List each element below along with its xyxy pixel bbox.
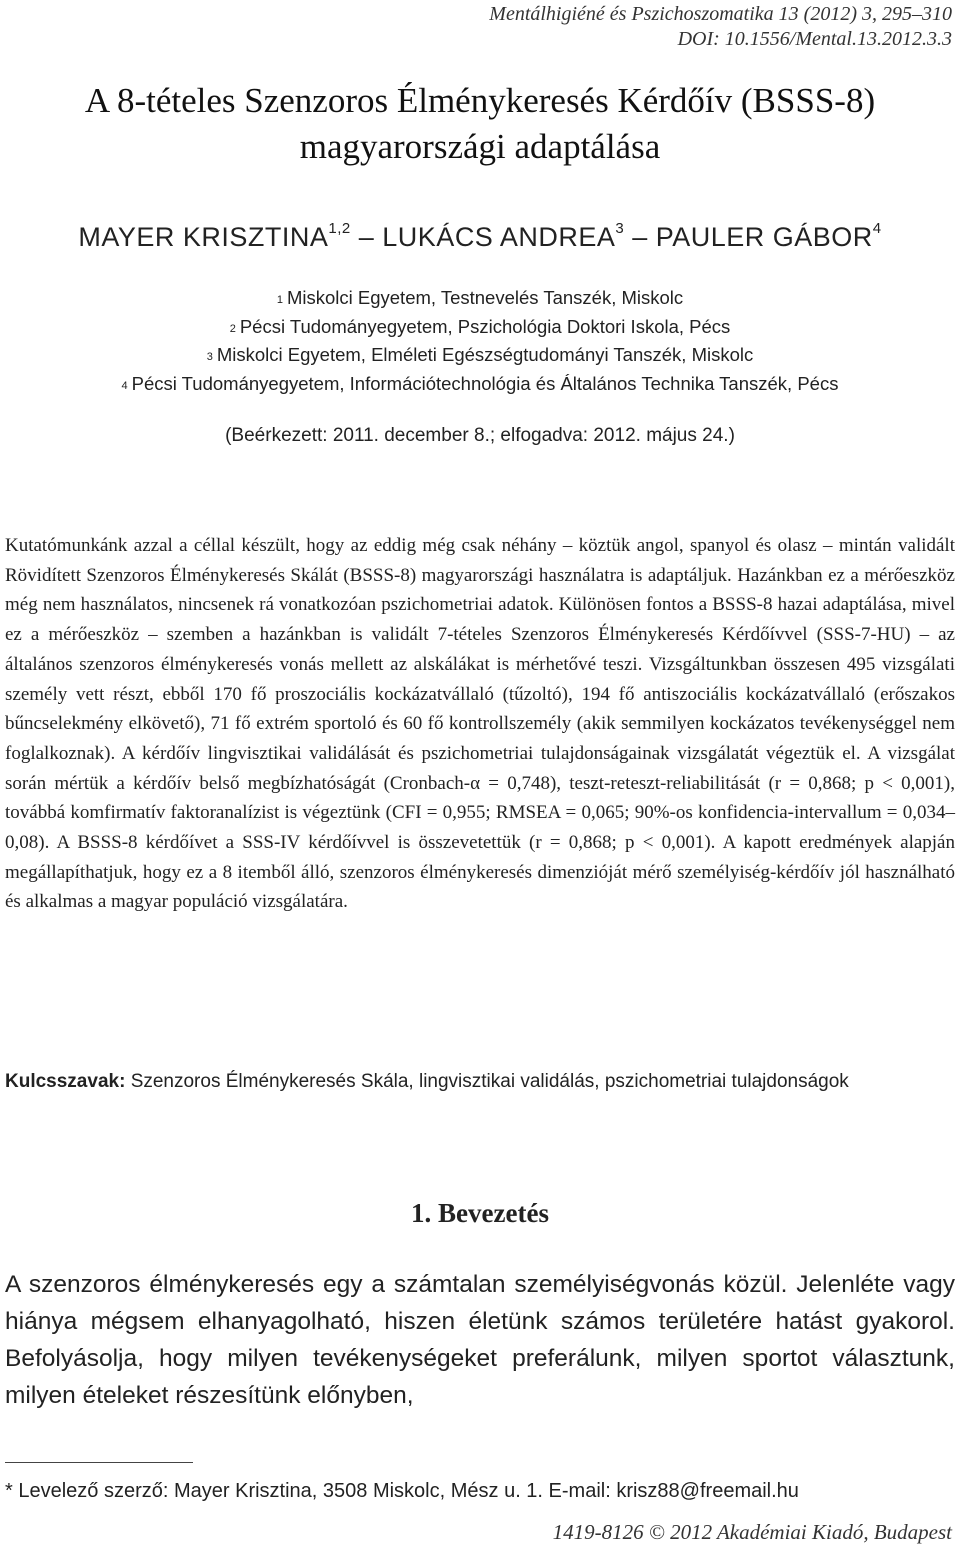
affiliation-text: Pécsi Tudományegyetem, Pszichológia Doktori Iskola, Pécs: [239, 315, 731, 337]
affiliation-text: Pécsi Tudományegyetem, Információtechnológia és Általános Technika Tanszék, Pécs: [131, 372, 839, 394]
keywords-text: Szenzoros Élménykeresés Skála, lingvisztikai validálás, pszichometriai tulajdonságok: [130, 1071, 849, 1092]
affiliation-number: 1: [276, 294, 283, 306]
keywords-label: Kulcsszavak:: [5, 1071, 126, 1092]
author-name: PAULER GÁBOR: [655, 222, 873, 252]
affiliation-number: 4: [121, 379, 128, 392]
keywords: [5, 1067, 955, 1096]
paper-title-line-2: magyarországi adaptálása: [299, 127, 661, 166]
affiliation-item: [0, 370, 960, 399]
author-affiliation-marker: 1,2: [328, 220, 351, 237]
affiliation-number: 2: [229, 322, 236, 335]
paper-title-line-1: A 8-tételes Szenzoros Élménykeresés Kérdőív (BSSS-8): [84, 81, 876, 120]
affiliation-text: Miskolci Egyetem, Testnevelés Tanszék, Miskolc: [286, 287, 684, 308]
footnote: * Levelező szerző: Mayer Krisztina, 3508 Miskolc, Mész u. 1. E-mail: krisz88@freemail.hu: [5, 1480, 799, 1502]
affiliation-item: [0, 341, 960, 370]
author-name: LUKÁCS ANDREA: [382, 222, 616, 252]
author-separator: –: [624, 222, 656, 252]
journal-doi: DOI: 10.1556/Mental.13.2012.3.3: [677, 28, 952, 50]
author-affiliation-marker: 4: [872, 220, 882, 237]
affiliation-list: [0, 284, 960, 398]
affiliation-number: 3: [206, 351, 213, 363]
journal-header: [489, 2, 952, 52]
author-affiliation-marker: 3: [615, 220, 625, 237]
author-list: [0, 222, 960, 253]
issn-copyright: 1419-8126 © 2012 Akadémiai Kiadó, Budapest: [552, 1520, 952, 1544]
footnote-divider: [5, 1462, 193, 1463]
affiliation-item: [0, 313, 960, 342]
affiliation-item: [0, 284, 960, 313]
author-separator: –: [350, 222, 383, 252]
journal-citation: Mentálhigiéné és Pszichoszomatika 13 (2012) 3, 295–310: [489, 3, 952, 25]
author-name: MAYER KRISZTINA: [78, 222, 329, 252]
paper-title: [0, 78, 960, 170]
abstract-paragraph: Kutatómunkánk azzal a céllal készült, hogy az eddig még csak néhány – köztük angol, spanyol és olasz – mintán validált Rövidített Szenzoros Élménykeresés Skálát (BSSS-8) magyarországi használatra is adaptáljuk. Hazánkban ez a mérőeszköz még nem használatos, nincsenek rá vonatkozóan pszichometriai adatok. Különösen fontos a BSSS-8 hazai adaptálása, mivel ez a mérőeszköz – szemben a hazánkban is validált 7-tételes Szenzoros Élménykeresés Kérdőívvel (SSS-7-HU) – az általános szenzoros élménykeresés vonás mellett az alskálákat is mérhetővé teszi. Vizsgáltunkban összesen 495 vizsgálati személy vett részt, ebből 170 fő proszociális kockázatvállaló (tűzoltó), 194 fő antiszociális kockázatvállaló (erőszakos bűncselekmény elkövető), 71 fő extrém sportoló és 60 fő kontrollszemély (akik semmilyen kockázatos tevékenységgel nem foglalkoznak). A kérdőív lingvisztikai validálását és pszichometriai tulajdonságainak vizsgálatát végeztük el. A vizsgálat során mértük a kérdőív belső megbízhatóságát (Cronbach-α = 0,748), teszt-reteszt-reliabilitását (r = 0,868; p < 0,001), továbbá komfirmatív faktoranalízist is végeztünk (CFI = 0,955; RMSEA = 0,065; 90%-os konfidencia-intervallum = 0,034–0,08). A BSSS-8 kérdőívet a SSS-IV kérdőívvel is összevetettük (r = 0,868; p < 0,001). A kapott eredmények alapján megállapíthatjuk, hogy ez a 8 itemből álló, szenzoros élménykeresés dimenzióját mérő személyiség-kérdőív jól használható és alkalmas a magyar populáció vizsgálatára.: [5, 535, 955, 913]
intro-paragraph: A szenzoros élménykeresés egy a számtalan személyiségvonás közül. Jelenléte vagy hiánya mégsem elhanyagolható, hiszen életünk számos területére hatást gyakorol. Befolyásolja, hogy milyen tevékenységeket preferálunk, milyen sportot választunk, milyen ételeket részesítünk előnyben,: [5, 1271, 955, 1409]
section-heading: 1. Bevezetés: [411, 1198, 549, 1228]
received-dates: (Beérkezett: 2011. december 8.; elfogadva: 2012. május 24.): [225, 425, 735, 446]
affiliation-text: Miskolci Egyetem, Elméleti Egészségtudományi Tanszék, Miskolc: [216, 344, 754, 365]
